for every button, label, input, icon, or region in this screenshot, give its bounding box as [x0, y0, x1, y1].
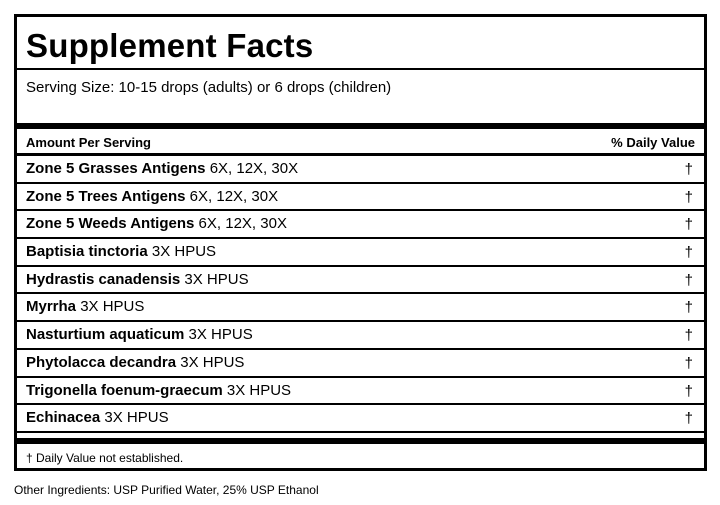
ingredient-daily-value: †: [684, 354, 693, 372]
ingredient-name-bold: Nasturtium aquaticum: [26, 326, 185, 344]
ingredient-name: [26, 382, 291, 399]
ingredient-name: [26, 243, 216, 260]
other-ingredients: Other Ingredients: USP Purified Water, 25% USP Ethanol: [14, 483, 319, 497]
ingredient-potency: 3X HPUS: [151, 243, 217, 261]
ingredient-name: [26, 188, 278, 205]
ingredient-potency: 6X, 12X, 30X: [189, 187, 279, 205]
supplement-facts-panel: [14, 14, 707, 471]
ingredient-potency: 3X HPUS: [180, 353, 245, 371]
ingredient-daily-value: †: [684, 271, 693, 289]
ingredient-daily-value: †: [684, 299, 693, 317]
ingredient-row: [17, 267, 704, 295]
ingredient-potency: 3X HPUS: [104, 409, 169, 427]
ingredient-name-bold: Zone 5 Grasses Antigens: [26, 160, 206, 177]
panel-title: Supplement Facts: [26, 27, 314, 64]
ingredient-potency: 3X HPUS: [184, 270, 249, 288]
ingredient-daily-value: †: [684, 161, 693, 178]
ingredient-list: [17, 156, 704, 433]
ingredient-row: [17, 156, 704, 184]
ingredient-name-bold: Baptisia tinctoria: [26, 243, 148, 261]
ingredient-name: [26, 298, 144, 315]
ingredient-row: [17, 211, 704, 239]
daily-value-footnote: † Daily Value not established.: [26, 451, 184, 465]
ingredient-name: [26, 160, 298, 177]
ingredient-potency: 6X, 12X, 30X: [209, 160, 299, 177]
ingredient-row: [17, 350, 704, 378]
serving-size: Serving Size: 10-15 drops (adults) or 6 drops (children): [26, 79, 392, 96]
ingredient-potency: 3X HPUS: [80, 298, 145, 316]
ingredient-row: [17, 322, 704, 350]
amount-per-serving-header: Amount Per Serving: [26, 135, 151, 150]
ingredient-daily-value: †: [684, 410, 693, 428]
ingredient-name: [26, 354, 244, 371]
ingredient-name: [26, 215, 287, 232]
ingredient-name: [26, 271, 249, 288]
ingredient-potency: 3X HPUS: [188, 326, 253, 344]
ingredient-row: [17, 378, 704, 406]
ingredient-daily-value: †: [684, 382, 693, 400]
ingredient-daily-value: †: [684, 327, 693, 345]
ingredient-row: [17, 294, 704, 322]
title-divider: [17, 68, 704, 70]
ingredient-daily-value: †: [684, 188, 693, 206]
ingredient-name-bold: Zone 5 Trees Antigens: [26, 187, 186, 205]
ingredient-row: [17, 405, 704, 433]
ingredient-name-bold: Hydrastis canadensis: [26, 270, 181, 288]
thick-divider-top: [17, 123, 704, 129]
ingredient-potency: 3X HPUS: [226, 381, 292, 399]
ingredient-name-bold: Zone 5 Weeds Antigens: [26, 215, 195, 233]
ingredient-name-bold: Echinacea: [26, 409, 101, 427]
ingredient-name-bold: Trigonella foenum-graecum: [26, 381, 223, 399]
ingredient-potency: 6X, 12X, 30X: [198, 215, 287, 233]
thick-divider-bottom: [17, 438, 704, 444]
ingredient-daily-value: †: [684, 216, 693, 234]
ingredient-name-bold: Myrrha: [26, 298, 77, 316]
ingredient-name: [26, 409, 169, 426]
ingredient-daily-value: †: [684, 244, 693, 262]
daily-value-header: % Daily Value: [611, 135, 695, 150]
ingredient-name-bold: Phytolacca decandra: [26, 353, 177, 371]
ingredient-row: [17, 184, 704, 212]
ingredient-name: [26, 326, 253, 343]
ingredient-row: [17, 239, 704, 267]
